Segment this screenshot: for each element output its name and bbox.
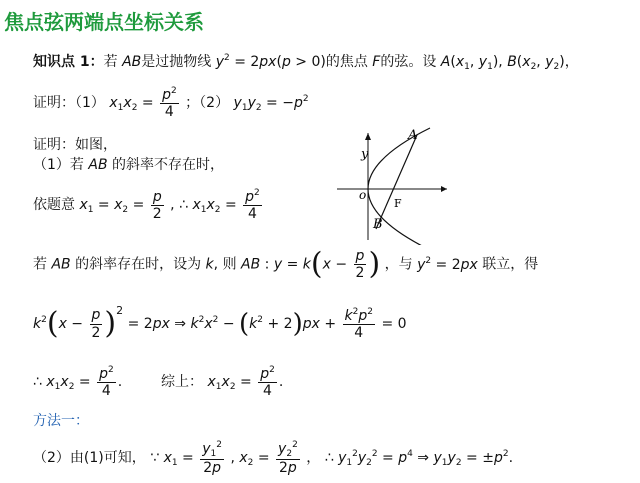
origin-label: o	[359, 188, 367, 202]
proof-intro: 证明：如图，	[33, 137, 117, 153]
point-a-label: A	[408, 128, 418, 143]
y-axis-label: y	[361, 147, 369, 162]
focal-chord	[376, 135, 417, 229]
case-slope: 若 AB 的斜率存在时，设为 k, 则 AB : y = k(x − $\frac{p}{2}$ ) ，与 $y^2 = 2px$ 联立，得	[33, 246, 539, 282]
proof-statement: 证明：（1） $x_1x_2$ = $\frac{p^2}{4}$ ；（2） $y_1y_2 = -p^2$	[33, 86, 309, 121]
conclusion: ∴ $x_1x_2$ = $\frac{p^2}{4}$ . 综上： $x_1x_2$ = $\frac{p^2}{4}$ .	[33, 365, 284, 400]
y-axis-arrow	[365, 133, 371, 140]
point-b-label: B	[373, 217, 383, 232]
knowledge-point-label: 知识点 1：	[33, 54, 104, 70]
case-vertical: （1）若 AB 的斜率不存在时，	[33, 157, 225, 173]
part-two: （2）由(1)可知， ∵ $x_1$ = $\frac{y_1^2}{2p}$ , $x_2$ = $\frac{y_2^2}{2p}$ ， ∴ $y_1^2y_2^2 = p^4$ ⇒ $y_1y_2 = \pm p^2$.	[33, 440, 514, 477]
substitution-equation: $k^2(x$ − $\frac{p}{2}$ )$^2$ = 2px ⇒ $k^2x^2 - (k^2 + 2)px$ + $\frac{k^2p^2}{4}$ = 0	[33, 304, 407, 341]
x-axis-arrow	[441, 186, 447, 192]
knowledge-point: 知识点 1：若 AB是过抛物线 $y^2 = 2px(p > 0)$的焦点 F的弦。设 $A(x_1$, $y_1$), $B(x_2$, $y_2$)，	[33, 53, 579, 72]
method-one-heading: 方法一：	[33, 413, 89, 429]
focus-label: F	[394, 197, 402, 210]
page-title: 焦点弦两端点坐标关系	[4, 10, 204, 34]
parabola-figure	[335, 125, 450, 245]
case-vertical-result: 依题意 $x_1 = x_2$ = $\frac{p}{2}$ , ∴ $x_1x_2$ = $\frac{p^2}{4}$	[33, 188, 260, 223]
